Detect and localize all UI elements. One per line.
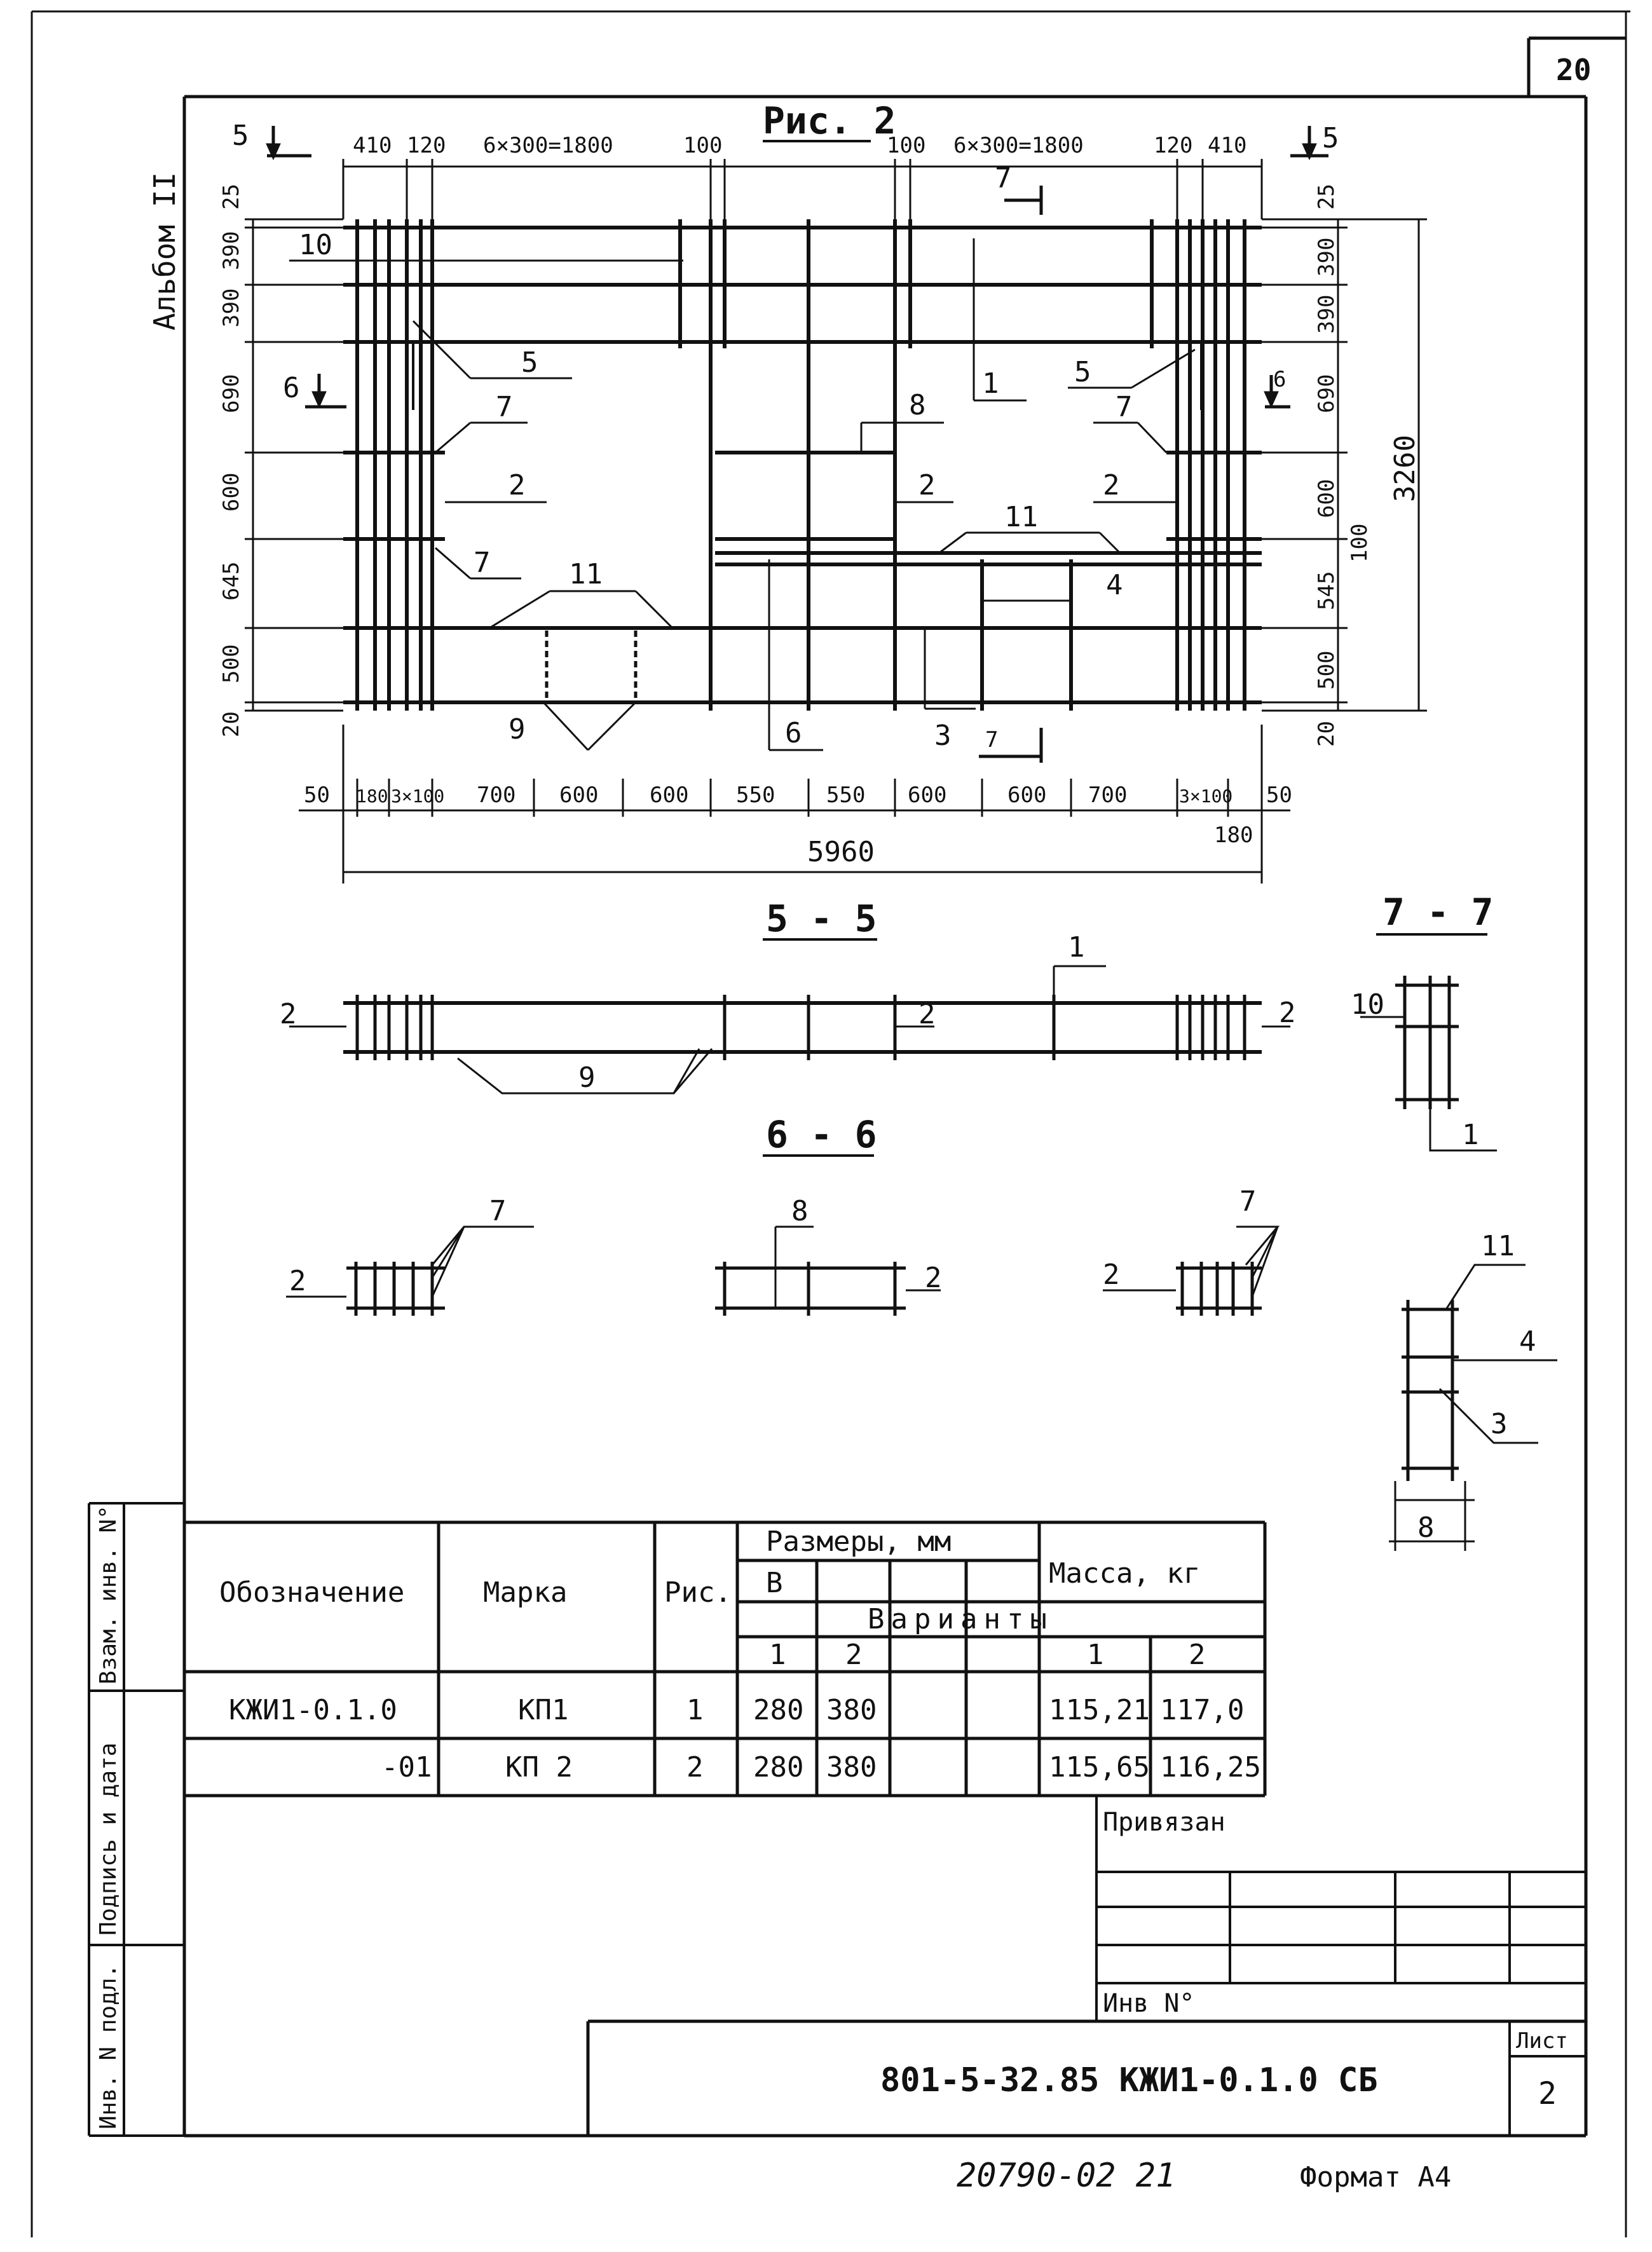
section-7-7 [1351,891,1497,1151]
top-dimensions [343,159,1262,219]
callout-11: 11 [569,558,603,590]
overall-width: 5960 [807,836,875,868]
table-header-mark: Марка [483,1576,568,1609]
dim-label: 600 [1007,782,1047,808]
dim-label: 410 [1208,133,1247,158]
dim-label: 20 [1314,721,1339,747]
table-cell: 115,21 [1049,1694,1150,1726]
table-header-fig: Рис. [664,1576,732,1609]
dim-label: 6×300=1800 [953,133,1084,158]
table-cell: 280 [753,1751,804,1784]
table-variant-1: 1 [769,1639,786,1671]
callout-7: 7 [1116,391,1133,423]
table-cell: 117,0 [1160,1694,1245,1726]
dim-label: 390 [219,288,244,327]
callout-4: 4 [1106,569,1123,601]
dim-label: 120 [407,133,446,158]
table-cell: 280 [753,1694,804,1726]
dim-label: 550 [826,782,866,808]
stamp-replaced-inv: Взам. инв. N° [95,1505,121,1684]
dim-label: 600 [908,782,947,808]
dim-label: 3×100 [1179,786,1233,807]
section-label: 2 [1279,997,1296,1029]
section-label: 2 [925,1262,942,1294]
spec-table [184,1522,1265,1796]
callout-7: 7 [496,391,513,423]
stamp-signature-date: Подпись и дата [95,1742,121,1935]
stamp-original-inv: Инв. N подл. [95,1963,121,2129]
dim-label: 600 [650,782,689,808]
plan-view [219,99,1427,884]
right-dim-labels [1314,184,1421,747]
dim-label: 700 [1088,782,1128,808]
table-cell: 116,25 [1160,1751,1261,1784]
footer-handwritten-number: 20790-02 21 [957,2157,1176,2195]
section-label: 1 [1462,1119,1479,1151]
leader-labels [299,229,1133,752]
left-dim-labels [219,184,244,737]
leader-lines [289,238,1195,750]
figure-title: Рис. 2 [763,99,896,142]
callout-3: 3 [934,720,952,752]
dim-label: 180 [1214,822,1253,848]
section-mark-7: 7 [995,162,1012,194]
overall-height: 3260 [1389,435,1421,502]
table-cell: 2 [686,1751,704,1784]
inv-no-label: Инв N° [1103,1989,1195,2018]
dim-label: 180 [356,786,388,807]
sheet-number: 20 [1556,53,1592,87]
table-variant-2: 2 [845,1639,863,1671]
section-title: 7 - 7 [1382,891,1494,934]
dim-label: 600 [219,472,244,512]
dim-label: 25 [219,184,244,210]
table-cell: 380 [826,1694,877,1726]
section-mark-5: 5 [232,119,249,152]
section-label: 1 [1068,931,1085,964]
section-label: 9 [578,1061,596,1094]
table-row [381,1751,1261,1784]
callout-5: 5 [521,346,538,379]
dim-label: 690 [1314,374,1339,413]
section-label: 8 [1417,1512,1435,1544]
section-mark-5: 5 [1322,122,1339,154]
dim-label: 550 [736,782,775,808]
bottom-dim-labels [304,782,1292,868]
dim-label: 50 [304,782,330,808]
section-title: 5 - 5 [766,897,877,940]
dim-label: 100 [887,133,926,158]
callout-1: 1 [982,367,999,400]
table-header-variants: Варианты [868,1603,1053,1635]
callout-10: 10 [299,229,332,261]
table-mass-variant-2: 2 [1189,1639,1206,1671]
dim-label: 500 [219,644,244,683]
dim-label: 545 [1314,571,1339,610]
section-label: 2 [918,998,936,1030]
section-label: 7 [489,1195,507,1227]
callout-2: 2 [1103,469,1120,502]
dim-label: 120 [1154,133,1193,158]
dim-label: 3×100 [391,786,445,807]
dim-label: 645 [219,561,244,601]
dim-label: 700 [477,782,516,808]
callout-2: 2 [918,469,936,502]
dim-label: 100 [1347,523,1372,563]
callout-11: 11 [1004,501,1038,533]
dim-label: 25 [1314,184,1339,210]
section-label: 10 [1351,988,1384,1021]
table-header-sizes: Размеры, мм [766,1525,952,1558]
mesh-bars [343,219,1262,711]
document-code: 801-5-32.85 КЖИ1-0.1.0 СБ [880,2061,1378,2099]
table-cell: КП 2 [505,1751,573,1784]
table-mass-variant-1: 1 [1087,1639,1104,1671]
dim-label: 500 [1314,650,1339,690]
dim-label: 100 [683,133,723,158]
section-mark-6: 6 [283,372,300,404]
section-mark-6: 6 [1273,367,1287,392]
table-cell: 380 [826,1751,877,1784]
table-cell: 115,65 [1049,1751,1150,1784]
callout-8: 8 [909,389,926,421]
section-label: 2 [1103,1259,1120,1291]
dim-label: 600 [559,782,599,808]
table-header-b: B [766,1567,783,1599]
album-label: Альбом II [147,172,182,331]
section-title: 6 - 6 [766,1113,877,1156]
section-label: 2 [280,998,297,1030]
dim-label: 390 [219,231,244,270]
section-label: 8 [791,1195,809,1227]
footer-format: Формат А4 [1300,2161,1452,2194]
dim-label: 600 [1314,479,1339,518]
dim-label: 50 [1266,782,1292,808]
section-label: 11 [1481,1230,1515,1262]
table-cell: 1 [686,1694,704,1726]
dim-label: 390 [1314,237,1339,276]
section-5-5 [280,897,1296,1094]
dim-label: 6×300=1800 [483,133,613,158]
table-header-designation: Обозначение [219,1576,405,1609]
dim-label: 390 [1314,294,1339,334]
table-cell: -01 [381,1751,432,1784]
callout-5: 5 [1074,356,1091,388]
table-cell: КЖИ1-0.1.0 [229,1694,397,1726]
dim-label: 410 [353,133,392,158]
section-label: 7 [1239,1185,1257,1218]
section-label: 4 [1519,1325,1536,1358]
dim-label: 20 [219,711,244,737]
sheet-label: Лист [1516,2028,1568,2054]
section-mark-7: 7 [985,727,999,753]
section-markers [267,126,1328,763]
section-label: 3 [1491,1408,1508,1440]
callout-2: 2 [509,469,526,502]
callout-7: 7 [474,547,491,579]
table-header-mass: Масса, кг [1049,1557,1201,1590]
callout-6: 6 [785,717,802,749]
dim-label: 690 [219,374,244,413]
privyazan-label: Привязан [1103,1808,1225,1837]
callout-9: 9 [509,713,526,746]
section-label: 2 [289,1265,306,1297]
section-6-6 [286,1113,1278,1316]
table-cell: КП1 [518,1694,569,1726]
left-dimensions [245,219,343,711]
sheet-value: 2 [1538,2076,1557,2112]
mesh-detail-11 [1389,1230,1557,1551]
